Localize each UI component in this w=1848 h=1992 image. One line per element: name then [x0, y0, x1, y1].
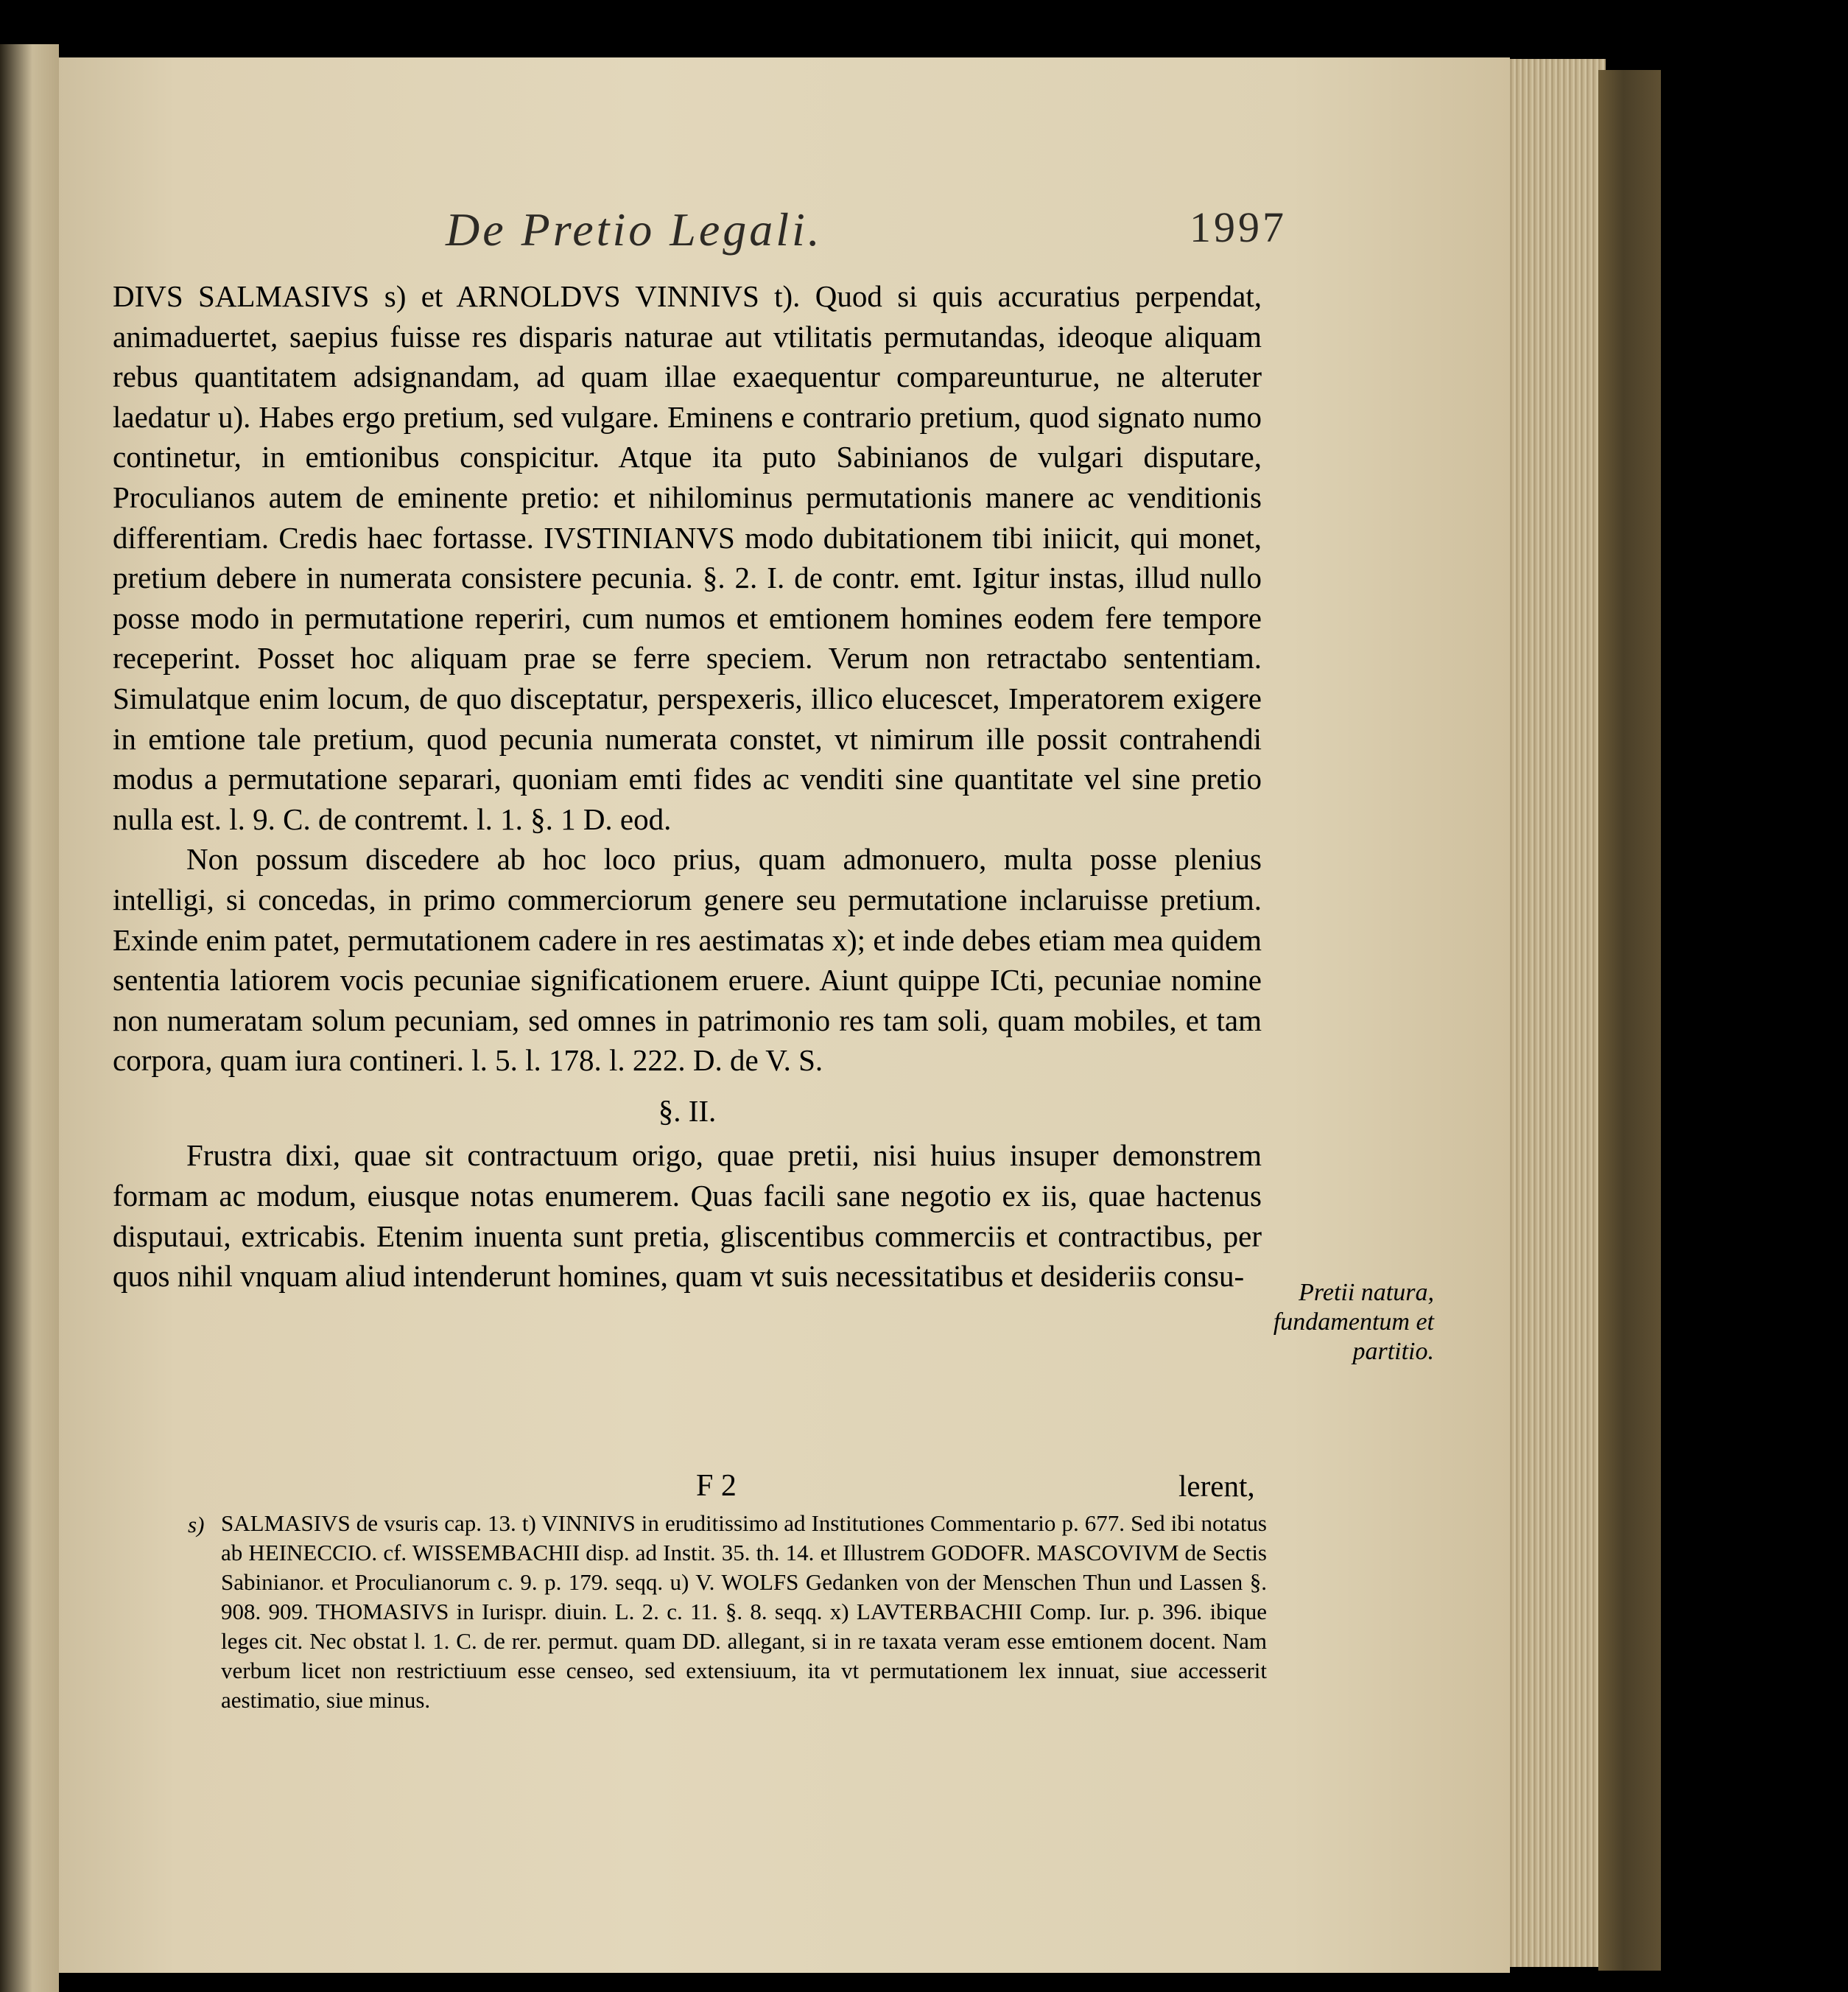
main-text	[113, 276, 1262, 1297]
margin-note: Pretii natura, fundamentum et partitio.	[1273, 1279, 1434, 1365]
book-cover	[1598, 70, 1661, 1971]
section-heading: §. II.	[658, 1093, 717, 1128]
left-page-edge	[0, 44, 59, 1992]
footnotes	[188, 1509, 1267, 1715]
footnote-text: SALMASIVS de vsuris cap. 13. t) VINNIVS in eruditissimo ad Institutiones Commentario p. 677. Sed ibi notatus ab HEINECCIO. cf. WISSEMBACHII disp. ad Instit. 35. th. 14. et Illustrem GODOFR. MASCOVIVM de Sectis Sabinianor. et Proculianorum c. 9. p. 179. seqq. u) V. WOLFS Gedanken von der Menschen Thun und Lassen §. 908. 909. THOMASIVS in Iurispr. diuin. L. 2. c. 11. §. 8. seqq. x) LAVTERBACHII Comp. Iur. p. 396. ibique leges cit. Nec obstat l. 1. C. de rer. permut. quam DD. allegant, si in re taxata veram esse emtionem docent. Nam verbum licet non restrictiuum esse censeo, sed extensiuum, ita vt permutationem lex innuat, siue accesserit aestimatio, siue minus.	[221, 1510, 1267, 1713]
footnote-mark: s)	[188, 1512, 205, 1537]
running-head	[446, 203, 1287, 257]
running-title: De Pretio Legali.	[446, 203, 823, 256]
signature-mark: F 2	[696, 1469, 737, 1503]
catchword: lerent,	[1178, 1469, 1255, 1503]
page-number: 1997	[1190, 203, 1287, 251]
paragraph-1: DIVS SALMASIVS s) et ARNOLDVS VINNIVS t). Quod si quis accuratius perpendat, animaduertet, saepius fuisse res disparis naturae aut vtilitatis permutandas, ideoque aliquam rebus quantitatem adsignandam, ad quam illae exaequentur compareunturue, ne alteruter laedatur u). Habes ergo pretium, sed vulgare. Eminens e contrario pretium, quod signato numo continetur, in emtionibus conspicitur. Atque ita puto Sabinianos de vulgari disputare, Proculianos autem de eminente pretio: et nihilominus permutationis manere ac venditionis differentiam. Credis haec fortasse. IVSTINIANVS modo dubitationem tibi iniicit, qui monet, pretium debere in numerata consistere pecunia. §. 2. I. de contr. emt. Igitur instas, illud nullo posse modo in permutatione reperiri, cum numos et emtionem homines eodem fere tempore receperint. Posset hoc aliquam prae se ferre speciem. Verum non retractabo sententiam. Simulatque enim locum, de quo disceptatur, perspexeris, illico elucescet, Imperatorem exigere in emtione tale pretium, quod pecunia numerata constet, vt nimirum ille possit contrahendi modus a permutatione separari, quoniam emti fides ac venditi sine quantitate vel sine pretio nulla est. l. 9. C. de contremt. l. 1. §. 1 D. eod.	[113, 279, 1262, 836]
paragraph-3: Frustra dixi, quae sit contractuum origo, quae pretii, nisi huius insuper demonstrem formam ac modum, eiusque notas enumerem. Quas facili sane negotio ex iis, quae hactenus disputaui, extricabis. Etenim inuenta sunt pretia, gliscentibus commerciis et contractibus, per quos nihil vnquam aliud intenderunt homines, quam vt suis necessitatibus et desideriis consu-	[113, 1138, 1262, 1294]
paragraph-2: Non possum discedere ab hoc loco prius, quam admonuero, multa posse plenius intelligi, si concedas, in primo commerciorum genere seu permutatione inclaruisse pretium. Exinde enim patet, permutationem cadere in res aestimatas x); et inde debes etiam mea quidem sententia latiorem vocis pecuniae significationem eruere. Aiunt quippe ICti, pecuniae nomine non numeratam solum pecuniam, sed omnes in patrimonio res tam soli, quam mobiles, et tam corpora, quam iura contineri. l. 5. l. 178. l. 222. D. de V. S.	[113, 842, 1262, 1078]
page-stack-edge	[1495, 59, 1606, 1967]
